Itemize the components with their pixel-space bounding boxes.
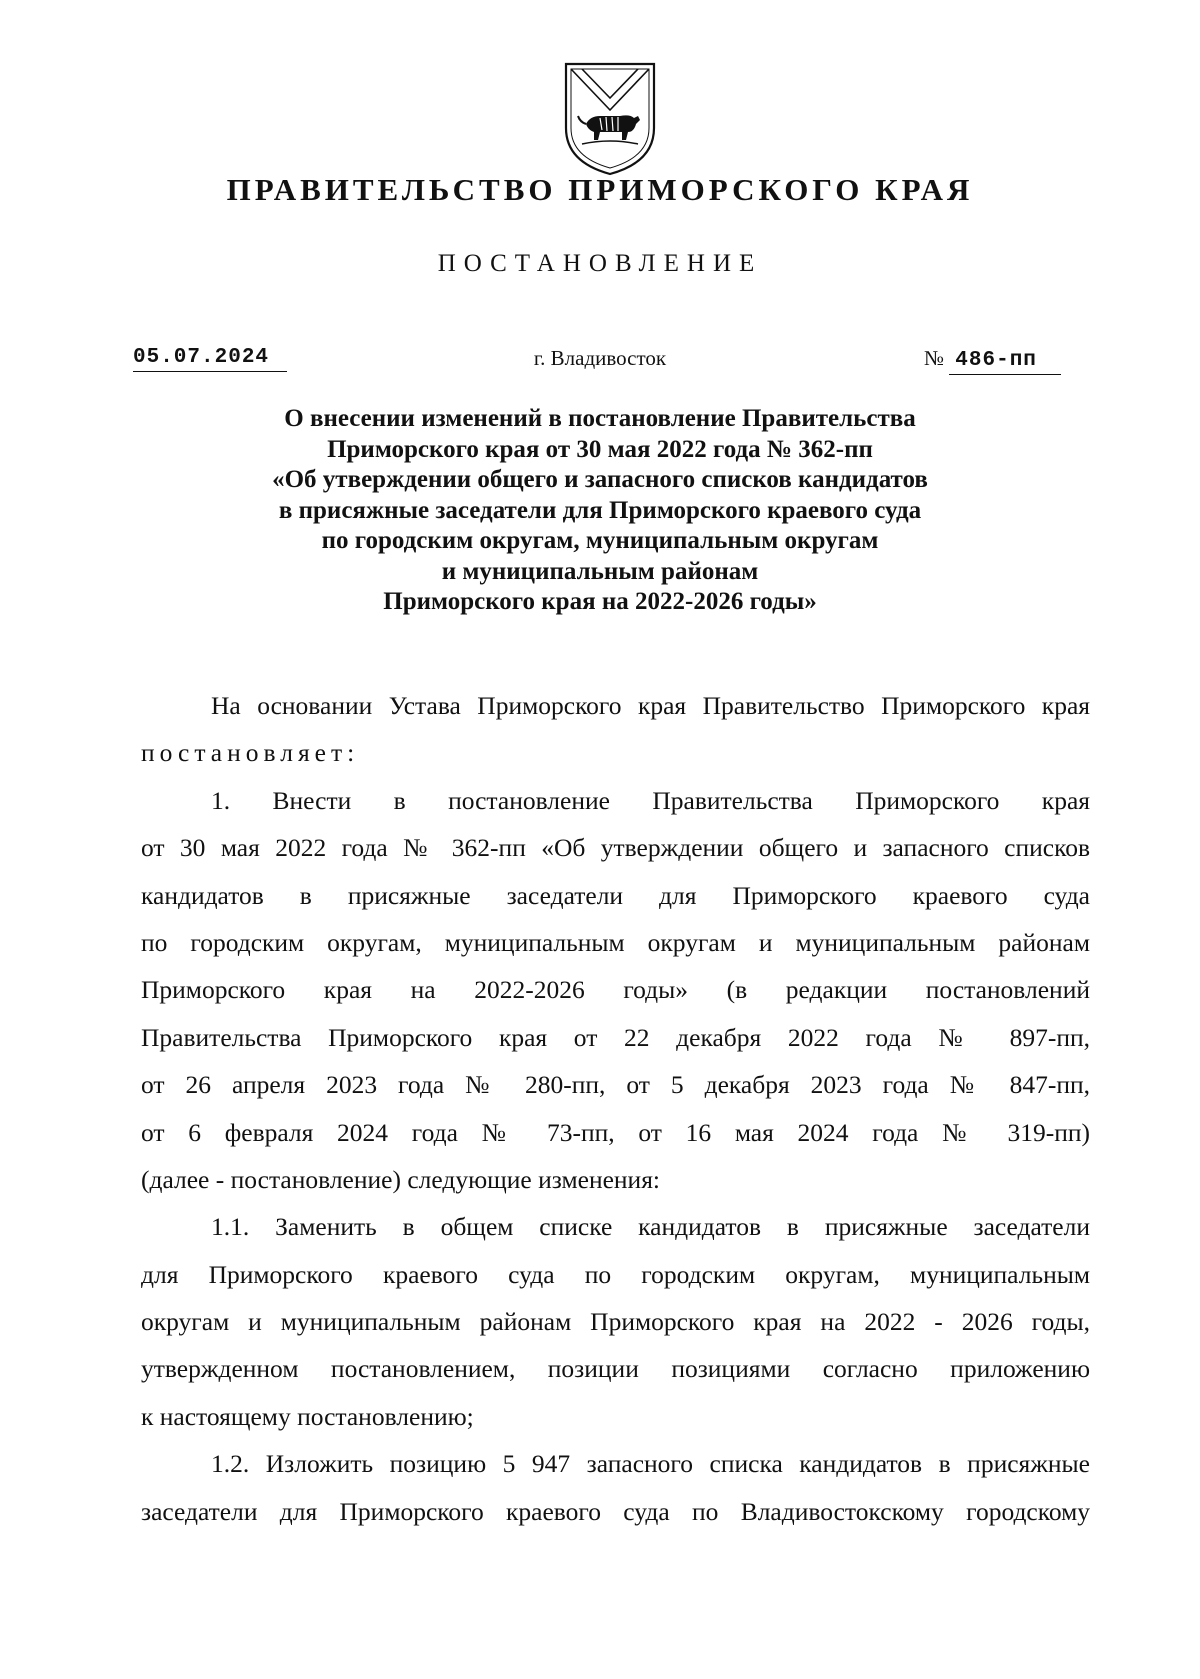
body-line: 1. Внести в постановление Правительства Приморского края xyxy=(211,785,1090,815)
document-date: 05.07.2024 xyxy=(133,345,287,372)
body-line: кандидатов в присяжные заседатели для Приморского краевого суда xyxy=(141,880,1090,910)
body-line: 1.1. Заменить в общем списке кандидатов в присяжные заседатели xyxy=(211,1212,1090,1242)
body-line: Правительства Приморского края от 22 декабря 2022 года № 897-пп, xyxy=(141,1022,1090,1052)
body-line: от 30 мая 2022 года № 362-пп «Об утверждении общего и запасного списков xyxy=(141,833,1090,863)
number-prefix: № xyxy=(924,346,945,370)
body-line: для Приморского краевого суда по городским округам, муниципальным xyxy=(141,1259,1090,1289)
body-line: от 26 апреля 2023 года № 280-пп, от 5 декабря 2023 года № 847-пп, xyxy=(141,1070,1090,1100)
document-number xyxy=(924,345,1061,375)
heading-line: О внесении изменений в постановление Правительства xyxy=(284,405,916,432)
heading-line: и муниципальным районам xyxy=(441,557,759,585)
body-line: округам и муниципальным районам Приморского края на 2022 - 2026 годы, xyxy=(141,1307,1090,1337)
body-line: от 6 февраля 2024 года № 73-пп, от 16 мая 2024 года № 319-пп) xyxy=(141,1117,1090,1147)
document-type: ПОСТАНОВЛЕНИЕ xyxy=(437,250,763,277)
heading-line: «Об утверждении общего и запасного списков кандидатов xyxy=(272,466,928,493)
heading-line: в присяжные заседатели для Приморского краевого суда xyxy=(278,496,922,524)
document-body xyxy=(141,682,1090,1535)
coat-of-arms-icon xyxy=(560,58,660,178)
body-line: к настоящему постановлению; xyxy=(141,1401,474,1431)
document-city: г. Владивосток xyxy=(533,346,667,370)
body-line: по городским округам, муниципальным округам и муниципальным районам xyxy=(141,927,1090,957)
body-line: 1.2. Изложить позицию 5 947 запасного списка кандидатов в присяжные xyxy=(211,1449,1090,1479)
body-line: утвержденном постановлением, позиции позициями согласно приложению xyxy=(141,1354,1090,1384)
body-line: Приморского края на 2022-2026 годы» (в редакции постановлений xyxy=(141,975,1090,1005)
heading-line: Приморского края от 30 мая 2022 года № 362-пп xyxy=(327,435,873,463)
heading-line: Приморского края на 2022-2026 годы» xyxy=(383,588,817,615)
government-title: ПРАВИТЕЛЬСТВО ПРИМОРСКОГО КРАЯ xyxy=(226,172,974,207)
body-line: заседатели для Приморского краевого суда по Владивостокскому городскому xyxy=(141,1496,1090,1526)
body-line: На основании Устава Приморского края Правительство Приморского края xyxy=(211,691,1090,720)
heading-line: по городским округам, муниципальным округам xyxy=(321,527,879,554)
number-value: 486-пп xyxy=(949,348,1061,375)
body-line: постановляет: xyxy=(141,738,360,768)
body-line: (далее - постановление) следующие изменения: xyxy=(141,1164,661,1194)
document-heading xyxy=(150,404,1050,618)
